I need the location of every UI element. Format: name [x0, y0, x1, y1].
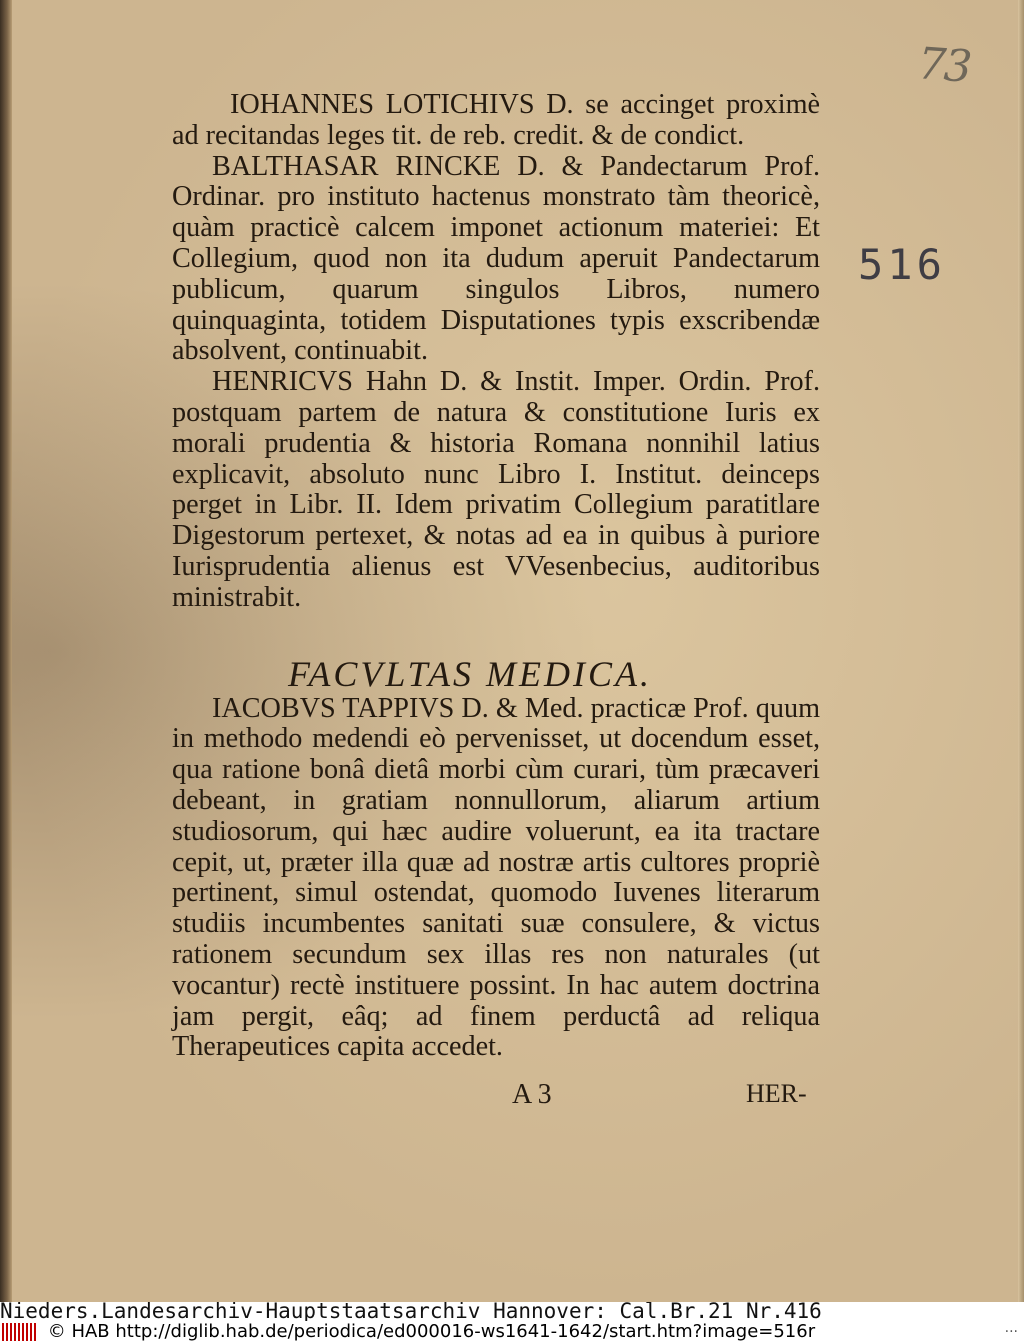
stamped-page-number: 516 [858, 240, 946, 289]
paragraph-rincke: BALTHASAR RINCKE D. & Pandectarum Prof. Ordinar. pro instituto hactenus monstrato tàm theoricè, quàm practicè calcem imponet actionum materiei: Et Collegium, quod non ita dudum aperuit Pandectarum publicum, quarum singulos Libros, numero quinquaginta, totidem Disputationes typis exscribendæ absolvent, continuabit. [172, 150, 820, 367]
footer-bar [0, 1321, 1024, 1343]
paragraph-lotichius: IOHANNES LOTICHIVS D. se accinget proximè ad recitandas leges tit. de reb. credit. & de condict. [172, 89, 820, 151]
hab-barcode-icon [2, 1323, 38, 1341]
catchword: HER- [746, 1079, 807, 1108]
signature-mark: A 3 [512, 1079, 552, 1110]
paragraph-tappius: IACOBVS TAPPIVS D. & Med. practicæ Prof. quum in methodo medendi eò pervenisset, ut docendum esset, qua ratione bonâ dietâ morbi cùm curari, tùm præcaveri debeant, in gratiam nonnullorum, aliarum artium studiosorum, qui hæc audire voluerunt, ea ita tractare cepit, ut, præter illa quæ ad nostræ artis cultores propriè pertinent, simul ostendat, quomodo Iuvenes literarum studiis incumbentes sanitati suæ consulere, & victus rationem secundum sex illas res non naturales (ut vocantur) rectè instituere possint. In hac autem doctrina jam pergit, eâq; ad finem perductâ ad reliqua Therapeutices capita accedet. [172, 692, 820, 1063]
permalink-link[interactable]: http://diglib.hab.de/periodica/ed000016-ws1641-1642/start.htm?image=516r [115, 1321, 816, 1342]
page-text-block [172, 90, 820, 1063]
binding-gutter [0, 0, 12, 1302]
paragraph-hahn: HENRICVS Hahn D. & Instit. Imper. Ordin. Prof. postquam partem de natura & constitutione Iuris ex morali prudentia & historia Romana nonnihil latius explicavit, absoluto nunc Libro I. Institut. deinceps perget in Libr. II. Idem privatim Collegium paratitlare Digestorum pertexet, & notas ad ea in quibus à puriore Iurisprudentia alienus est VVesenbecius, auditoribus ministrabit. [172, 366, 820, 613]
archive-caption: Nieders.Landesarchiv-Hauptstaatsarchiv Hannover: Cal.Br.21 Nr.416 [0, 1302, 1024, 1321]
section-heading-facultas-medica: FACVLTAS MEDICA. [288, 653, 652, 694]
handwritten-folio-number: 73 [916, 38, 972, 93]
more-icon[interactable]: ··· [1004, 1324, 1018, 1340]
page-edge [1018, 0, 1024, 1302]
copyright-label: © HAB [47, 1321, 110, 1342]
